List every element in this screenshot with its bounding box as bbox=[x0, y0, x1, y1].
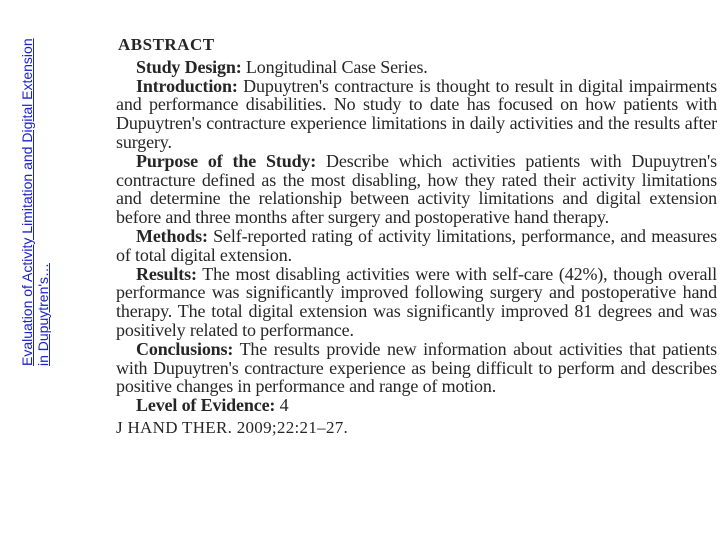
results-paragraph bbox=[116, 265, 717, 340]
purpose-text: Describe which activities patients with Dupuytren's contracture defined as the most disabling, how they rated their activity limitations and determine the relationship between activity limitations and digital extension before and three months after surgery and postoperative hand therapy. bbox=[116, 150, 717, 228]
results-label: Results: bbox=[136, 263, 197, 284]
purpose-label: Purpose of the Study: bbox=[136, 150, 317, 171]
abstract-scan bbox=[112, 26, 717, 526]
methods-text: Self-reported rating of activity limitations, performance, and measures of total digital extension. bbox=[116, 225, 717, 265]
side-title-link[interactable] bbox=[20, 0, 70, 540]
conclusions-label: Conclusions: bbox=[136, 338, 234, 359]
methods-paragraph bbox=[116, 227, 717, 265]
introduction-text: Dupuytren's contracture is thought to result in digital impairments and performance disabilities. No study to date has focused on how patients with Dupuytren's contracture experience limitations in daily activities and the results after surgery. bbox=[116, 75, 717, 152]
level-of-evidence-label: Level of Evidence: bbox=[136, 395, 276, 416]
introduction-paragraph bbox=[116, 77, 717, 152]
conclusions-text: The results provide new information about activities that patients with Dupuytren's contracture experience as being difficult to perform and describes positive changes in performance and range of motion. bbox=[116, 338, 717, 397]
study-design-label: Study Design: bbox=[136, 56, 242, 77]
citation: J HAND THER. 2009;22:21–27. bbox=[116, 417, 349, 437]
level-of-evidence-paragraph bbox=[116, 396, 717, 415]
side-title-line-2[interactable]: in Dupuytren's… bbox=[34, 262, 51, 366]
purpose-paragraph bbox=[116, 152, 717, 227]
methods-label: Methods: bbox=[136, 225, 208, 246]
study-design-text: Longitudinal Case Series. bbox=[241, 56, 428, 77]
conclusions-paragraph bbox=[116, 340, 717, 396]
side-title-line-1[interactable]: Evaluation of Activity Limitation and Digital Extension bbox=[19, 38, 35, 366]
introduction-label: Introduction: bbox=[136, 75, 238, 96]
abstract-heading: ABSTRACT bbox=[118, 35, 215, 54]
study-design-paragraph bbox=[116, 58, 717, 77]
level-of-evidence-text: 4 bbox=[275, 395, 289, 416]
results-text: The most disabling activities were with self-care (42%), though overall performance was significantly improved following surgery and postoperative hand therapy. The total digital extension was significantly improved 81 degrees and was positively related to performance. bbox=[116, 263, 717, 340]
